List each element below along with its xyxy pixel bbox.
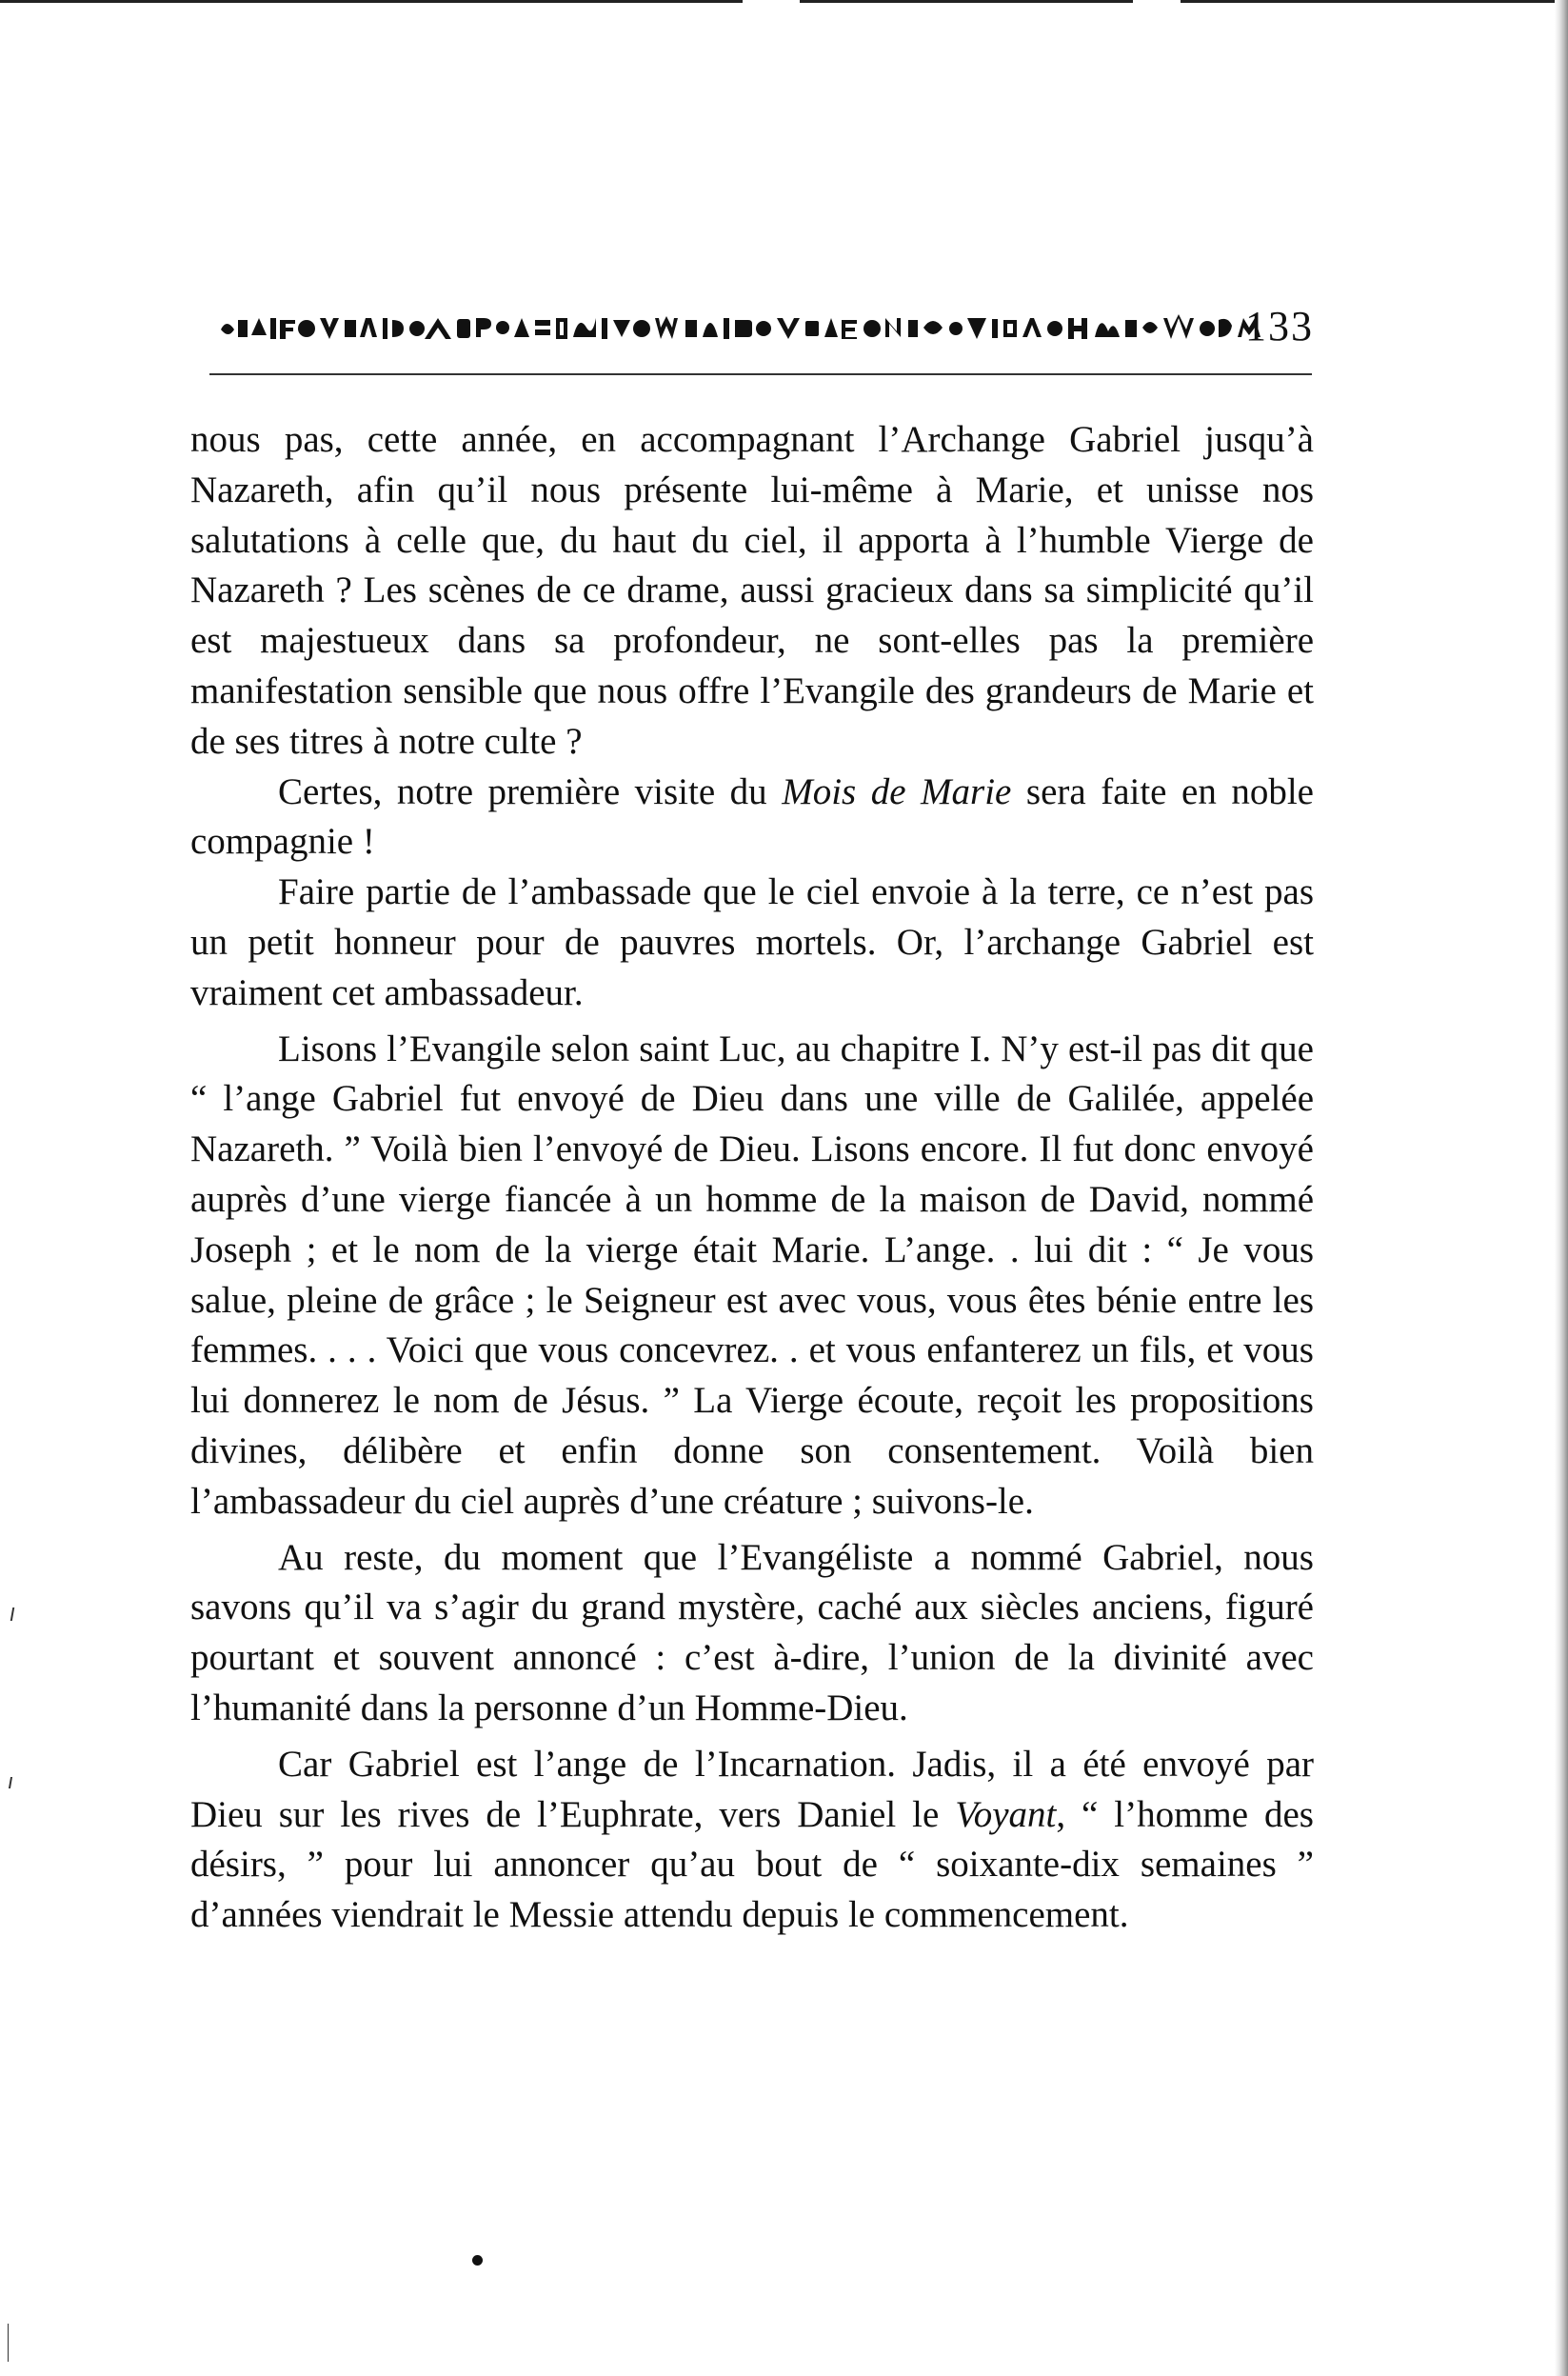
paragraph <box>190 768 1314 869</box>
header-rule <box>209 373 1312 375</box>
body-text <box>190 415 1314 1941</box>
margin-mark <box>9 1777 12 1788</box>
margin-mark <box>10 1607 14 1621</box>
paragraph <box>190 415 1314 768</box>
paragraph-text: , “ l’homme des désirs, ” pour lui annoncer qu’au bout de “ soixante-dix semaines ” d’années viendrait le Messie attendu depuis le commencement. <box>190 1793 1314 1936</box>
italic-word: Voyant <box>955 1793 1057 1835</box>
paragraph-text: sera faite en noble compagnie ! <box>190 770 1314 863</box>
running-header <box>217 303 1312 350</box>
ink-dot <box>472 2255 483 2266</box>
paragraph-text: Au reste, du moment que l’Evangéliste a nommé Gabriel, nous savons qu’il va s’agir du grand mystère, caché aux siècles anciens, figuré pourtant et souvent annoncé : c’est à-dire, l’union de la divinité avec l’humanité dans la personne d’un Homme-Dieu. <box>190 1536 1314 1728</box>
page-number: 133 <box>1245 303 1314 349</box>
paragraph <box>190 1533 1314 1734</box>
paragraph <box>190 868 1314 1018</box>
paragraph-text: Car Gabriel est l’ange de l’Incarnation. Jadis, il a été envoyé par Dieu sur les rives de l’Euphrate, vers Daniel le <box>190 1743 1314 1835</box>
page-right-edge-shadow <box>1555 0 1568 2376</box>
paragraph-text: Faire partie de l’ambassade que le ciel envoie à la terre, ce n’est pas un petit honneur pour de pauvres mortels. Or, l’archange Gabriel est vraiment cet ambassadeur. <box>190 871 1314 1013</box>
margin-mark <box>8 2324 9 2362</box>
paragraph-text: Certes, notre première visite du <box>278 770 783 812</box>
italic-title: Mois de Marie <box>782 770 1012 812</box>
header-ornament-icon <box>217 309 1312 347</box>
page-top-edge <box>0 0 1568 3</box>
paragraph <box>190 1025 1314 1527</box>
paragraph-text: Lisons l’Evangile selon saint Luc, au chapitre I. N’y est-il pas dit que “ l’ange Gabriel fut envoyé de Dieu dans une ville de Galilée, appelée Nazareth. ” Voilà bien l’envoyé de Dieu. Lisons encore. Il fut donc envoyé auprès d’une vierge fiancée à un homme de la maison de David, nommé Joseph ; et le nom de la vierge était Marie. L’ange. . lui dit : “ Je vous salue, pleine de grâce ; le Seigneur est avec vous, vous êtes bénie entre les femmes. . . . Voici que vous concevrez. . et vous enfanterez un fils, et vous lui donnerez le nom de Jésus. ” La Vierge écoute, reçoit les propositions divines, délibère et enfin donne son consentement. Voilà bien l’ambassadeur du ciel auprès d’une créature ; suivons-le. <box>190 1028 1314 1522</box>
paragraph <box>190 1740 1314 1941</box>
paragraph-text: nous pas, cette année, en accompagnant l’Archange Gabriel jusqu’à Nazareth, afin qu’il nous présente lui-même à Marie, et unisse nos salutations à celle que, du haut du ciel, il apporta à l’humble Vierge de Nazareth ? Les scènes de ce drame, aussi gracieux dans sa simplicité qu’il est majestueux dans sa profondeur, ne sont-elles pas la première manifestation sensible que nous offre l’Evangile des grandeurs de Marie et de ses titres à notre culte ? <box>190 419 1314 762</box>
